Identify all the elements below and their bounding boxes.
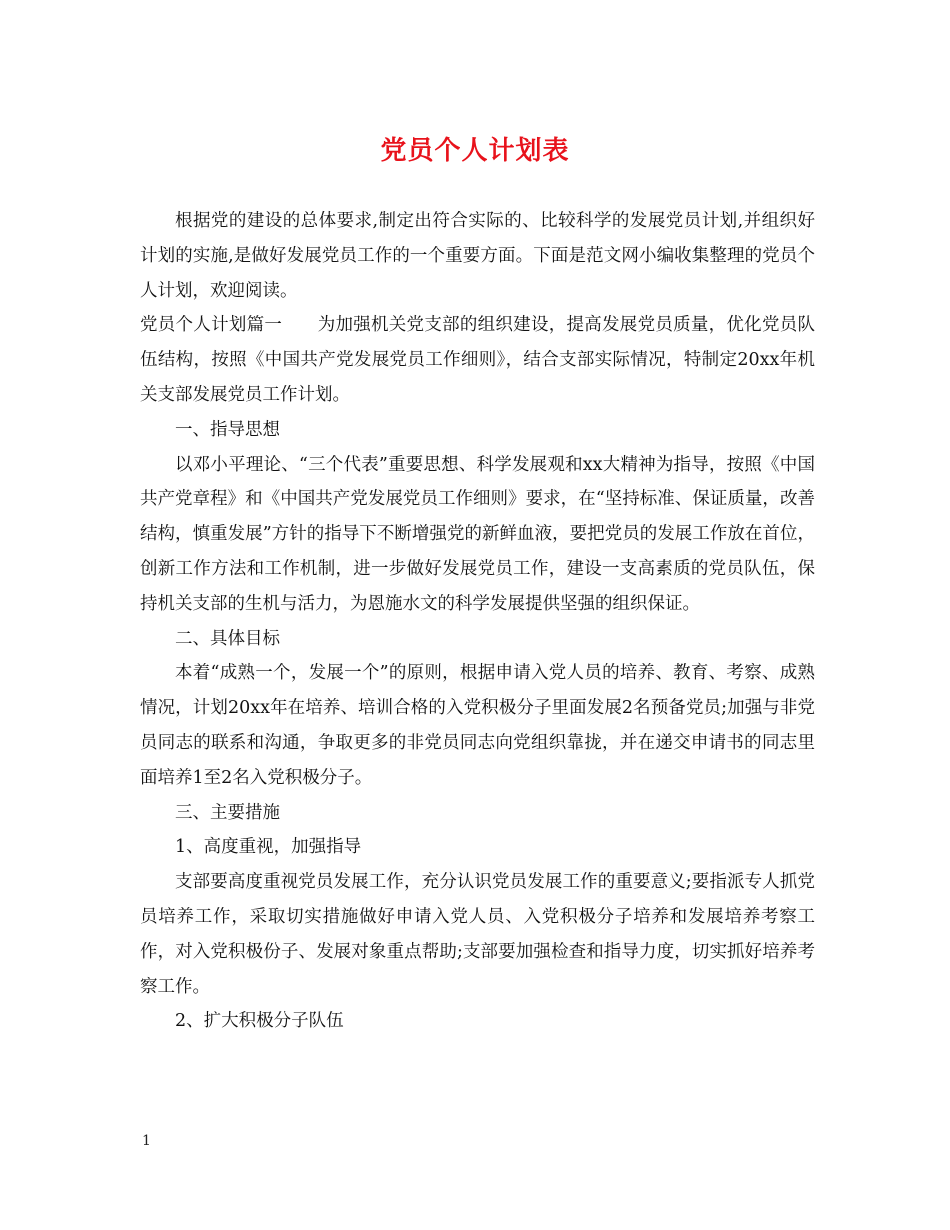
heading-guiding-ideology: 一、指导思想 <box>175 419 280 440</box>
heading-main-measures: 三、主要措施 <box>175 802 280 823</box>
document-body <box>140 204 815 1039</box>
subheading-expand-activists: 2、扩大积极分子队伍 <box>175 1011 344 1032</box>
paragraph-specific-goals: 本着“成熟一个，发展一个”的原则，根据申请入党人员的培养、教育、考察、成熟情况，计划20xx年在培养、培训合格的入党积极分子里面发展2名预备党员;加强与非党员同志的联系和沟通，争取更多的非党员同志向党组织靠拢，并在递交申请书的同志里面培养1至2名入党积极分子。 <box>140 663 815 788</box>
heading-specific-goals: 二、具体目标 <box>175 628 280 649</box>
paragraph-attention-guidance: 支部要高度重视党员发展工作，充分认识党员发展工作的重要意义;要指派专人抓党员培养工作，采取切实措施做好申请入党人员、入党积极分子培养和发展培养考察工作，对入党积极份子、发展对象重点帮助;支部要加强检查和指导力度，切实抓好培养考察工作。 <box>140 872 815 997</box>
paragraph-plan-one: 党员个人计划篇一 为加强机关党支部的组织建设，提高发展党员质量，优化党员队伍结构，按照《中国共产党发展党员工作细则》，结合支部实际情况，特制定20xx年机关支部发展党员工作计划。 <box>140 315 815 405</box>
paragraph-intro: 根据党的建设的总体要求,制定出符合实际的、比较科学的发展党员计划,并组织好计划的实施,是做好发展党员工作的一个重要方面。下面是范文网小编收集整理的党员个人计划，欢迎阅读。 <box>140 211 815 301</box>
page-number: 1 <box>142 1133 151 1149</box>
subheading-attention-guidance: 1、高度重视，加强指导 <box>175 837 362 858</box>
document-title: 党员个人计划表 <box>380 136 570 166</box>
paragraph-guiding-ideology: 以邓小平理论、“三个代表”重要思想、科学发展观和xx大精神为指导，按照《中国共产党章程》和《中国共产党发展党员工作细则》要求，在“坚持标准、保证质量，改善结构，慎重发展”方针的指导下不断增强党的新鲜血液，要把党员的发展工作放在首位，创新工作方法和工作机制，进一步做好发展党员工作，建设一支高素质的党员队伍，保持机关支部的生机与活力，为恩施水文的科学发展提供坚强的组织保证。 <box>140 454 815 614</box>
